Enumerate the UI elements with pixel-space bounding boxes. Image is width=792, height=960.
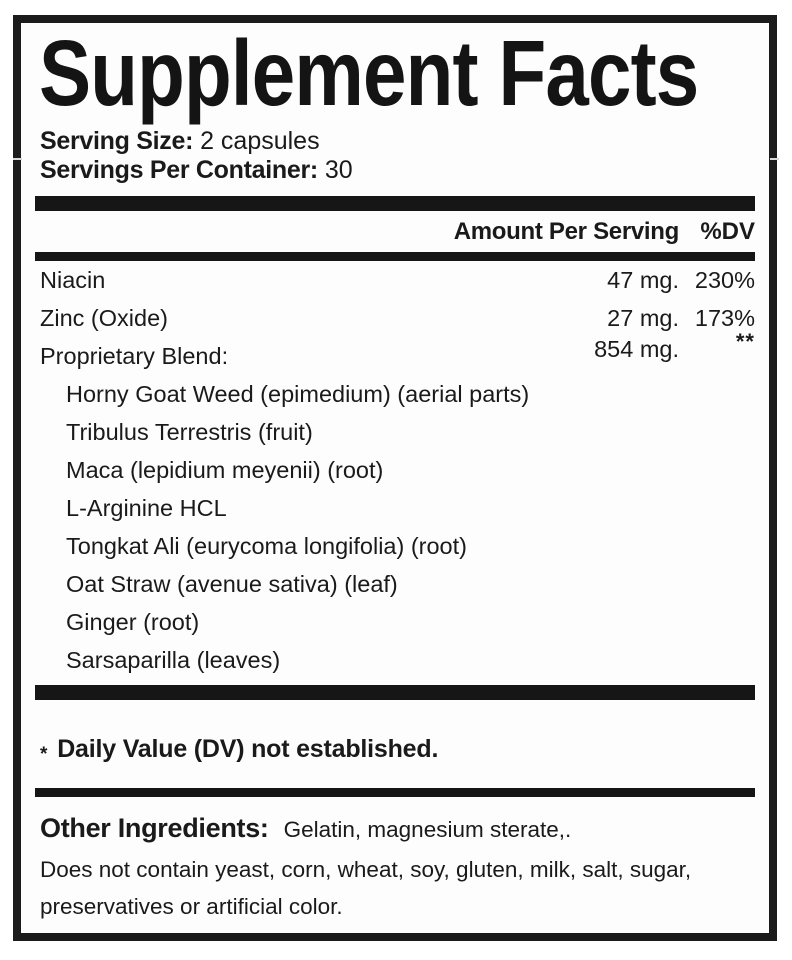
blend-ingredient-name: Ginger (root) (66, 608, 200, 635)
label-border-seam-right (770, 158, 779, 160)
nutrient-dv: ** (735, 329, 755, 354)
nutrient-row (35, 261, 755, 299)
supplement-label-body (21, 23, 769, 933)
blend-ingredient-row (35, 603, 755, 641)
daily-value-footnote (35, 734, 755, 764)
nutrient-name: Proprietary Blend: (40, 342, 229, 369)
nutrient-dv: 173% (694, 304, 755, 331)
blend-ingredient-row (35, 451, 755, 489)
nutrient-dv: 230% (694, 266, 755, 293)
column-header-row (35, 217, 755, 247)
servings-per-container-value: 30 (324, 156, 353, 184)
thick-divider-bottom (35, 685, 755, 700)
other-ingredients-value: Gelatin, magnesium sterate,. (283, 817, 572, 842)
serving-size-line (40, 127, 755, 156)
proprietary-blend-row (35, 329, 755, 375)
blend-ingredient-name: Oat Straw (avenue sativa) (leaf) (66, 570, 398, 597)
column-header-amount: Amount Per Serving (453, 218, 679, 245)
blend-ingredient-row (35, 489, 755, 527)
supplement-label-frame (13, 15, 777, 941)
nutrient-amount: 854 mg. (594, 335, 679, 362)
other-ingredients-line (35, 812, 755, 846)
nutrient-name: Niacin (40, 266, 106, 293)
blend-ingredient-name: Sarsaparilla (leaves) (66, 646, 281, 673)
blend-ingredient-name: Maca (lepidium meyenii) (root) (66, 456, 384, 483)
medium-divider-footnote (35, 788, 755, 797)
disclaimer-line-2: preservatives or artificial color. (40, 894, 343, 919)
label-border-seam-left (13, 158, 22, 160)
nutrient-row (35, 299, 755, 337)
nutrient-name: Zinc (Oxide) (40, 304, 168, 331)
other-ingredients-label: Other Ingredients: (40, 813, 269, 843)
blend-ingredient-row (35, 413, 755, 451)
servings-per-container-line (40, 156, 755, 185)
blend-ingredient-row (35, 375, 755, 413)
blend-ingredient-name: L-Arginine HCL (66, 494, 227, 521)
blend-ingredient-row (35, 527, 755, 565)
medium-divider-header (35, 252, 755, 261)
daily-value-footnote-text: Daily Value (DV) not established. (57, 735, 439, 763)
column-header-dv: %DV (700, 218, 755, 245)
supplement-facts-title: Supplement Facts (39, 21, 699, 125)
blend-ingredient-row (35, 565, 755, 603)
servings-per-container-label: Servings Per Container: (40, 156, 318, 184)
blend-ingredient-name: Horny Goat Weed (epimedium) (aerial parts) (66, 380, 530, 407)
serving-size-value: 2 capsules (200, 127, 320, 155)
asterisk-symbol: * (40, 744, 48, 765)
blend-ingredient-name: Tribulus Terrestris (fruit) (66, 418, 313, 445)
serving-size-label: Serving Size: (40, 127, 194, 155)
contains-disclaimer (35, 851, 755, 925)
blend-ingredient-row (35, 641, 755, 679)
nutrient-amount: 27 mg. (607, 304, 679, 331)
nutrient-amount: 47 mg. (607, 266, 679, 293)
thick-divider-top (35, 196, 755, 211)
nutrient-table (35, 261, 755, 679)
blend-ingredient-name: Tongkat Ali (eurycoma longifolia) (root) (66, 532, 467, 559)
disclaimer-line-1: Does not contain yeast, corn, wheat, soy, gluten, milk, salt, sugar, (40, 857, 692, 882)
serving-info (40, 127, 755, 185)
